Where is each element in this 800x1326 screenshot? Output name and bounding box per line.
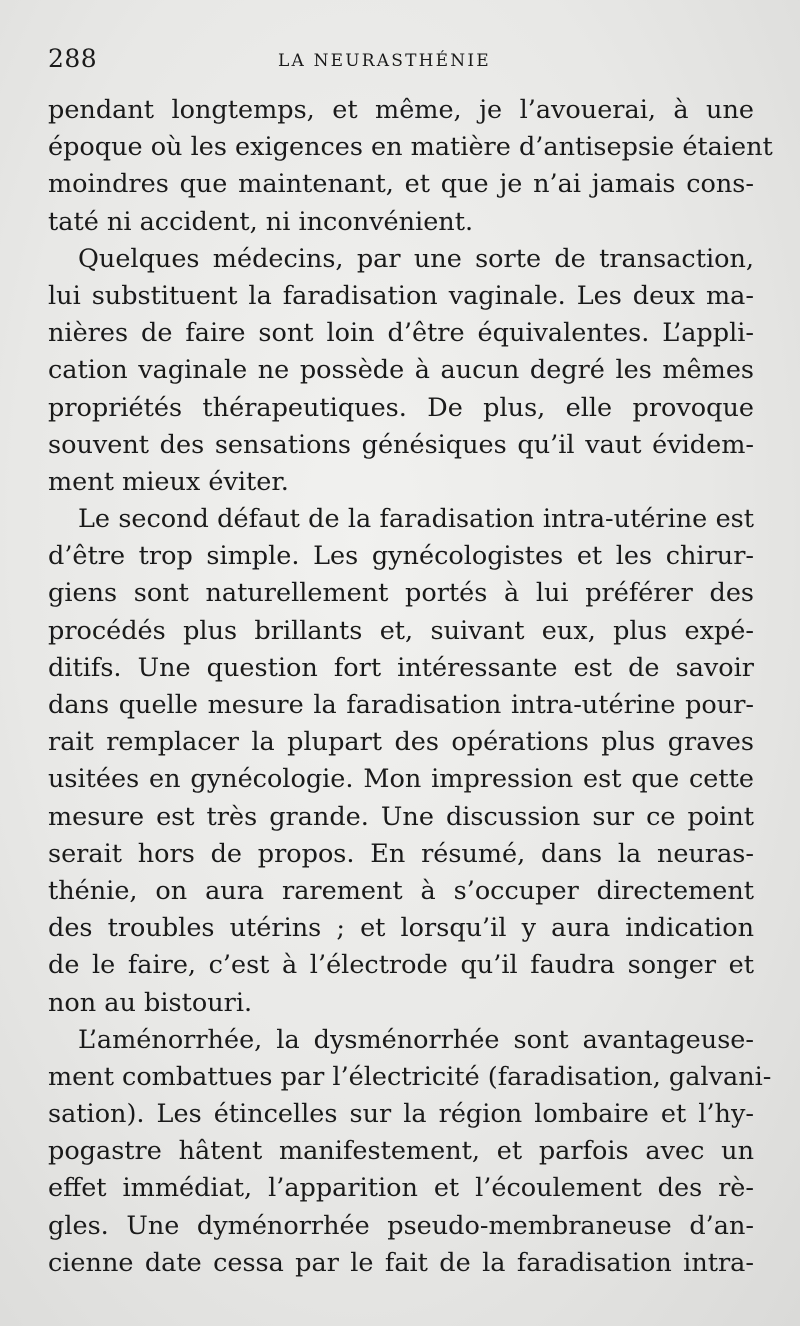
page-header xyxy=(48,44,760,78)
text-line: mesure est très grande. Une discussion sur ce point xyxy=(48,801,754,832)
text-line: souvent des sensations génésiques qu’il vaut évidem- xyxy=(48,429,754,460)
text-line: serait hors de propos. En résumé, dans la neuras- xyxy=(48,838,754,869)
text-line: taté ni accident, ni inconvénient. xyxy=(48,206,474,237)
text-line: procédés plus brillants et, suivant eux, plus expé- xyxy=(48,615,754,646)
text-line: non au bistouri. xyxy=(48,987,253,1018)
text-line: usitées en gynécologie. Mon impression est que cette xyxy=(48,764,754,795)
text-line: des troubles utérins ; et lorsqu’il y aura indication xyxy=(48,913,754,944)
text-line: gles. Une dyménorrhée pseudo-membraneuse d’an- xyxy=(48,1210,754,1241)
text-line: Le second défaut de la faradisation intra-utérine est xyxy=(78,504,754,535)
text-line: de le faire, c’est à l’électrode qu’il faudra songer et xyxy=(48,950,754,981)
text-line: pendant longtemps, et même, je l’avouerai, à une xyxy=(48,95,754,125)
text-line: propriétés thérapeutiques. De plus, elle provoque xyxy=(48,392,754,423)
text-line: L’aménorrhée, la dysménorrhée sont avantageuse- xyxy=(78,1024,754,1055)
text-line: ditifs. Une question fort intéressante est de savoir xyxy=(48,652,754,683)
text-line: d’être trop simple. Les gynécologistes et les chirur- xyxy=(48,541,754,572)
text-line: thénie, on aura rarement à s’occuper directement xyxy=(48,875,754,906)
text-line: époque où les exigences en matière d’antisepsie étaient xyxy=(48,132,773,163)
text-line: nières de faire sont loin d’être équivalentes. L’appli- xyxy=(48,318,754,349)
text-line: Quelques médecins, par une sorte de transaction, xyxy=(78,243,754,274)
text-line: moindres que maintenant, et que je n’ai jamais cons- xyxy=(48,169,754,200)
text-line: cation vaginale ne possède à aucun degré les mêmes xyxy=(48,355,754,386)
text-line: effet immédiat, l’apparition et l’écoulement des rè- xyxy=(48,1173,754,1204)
running-title: LA NEURASTHÉNIE xyxy=(278,51,491,71)
text-line: pogastre hâtent manifestement, et parfois avec un xyxy=(48,1136,754,1167)
body-text xyxy=(48,92,773,1282)
text-line: giens sont naturellement portés à lui préférer des xyxy=(48,578,754,609)
text-line: ment mieux éviter. xyxy=(48,466,289,497)
text-line: cienne date cessa par le fait de la faradisation intra- xyxy=(48,1247,754,1278)
text-line: dans quelle mesure la faradisation intra-utérine pour- xyxy=(48,690,754,720)
text-line: ment combattues par l’électricité (faradisation, galvani- xyxy=(48,1061,772,1092)
text-line: rait remplacer la plupart des opérations plus graves xyxy=(48,727,754,758)
text-line: sation). Les étincelles sur la région lombaire et l’hy- xyxy=(48,1099,754,1130)
text-line: lui substituent la faradisation vaginale. Les deux ma- xyxy=(48,280,754,311)
page-number: 288 xyxy=(48,44,98,73)
